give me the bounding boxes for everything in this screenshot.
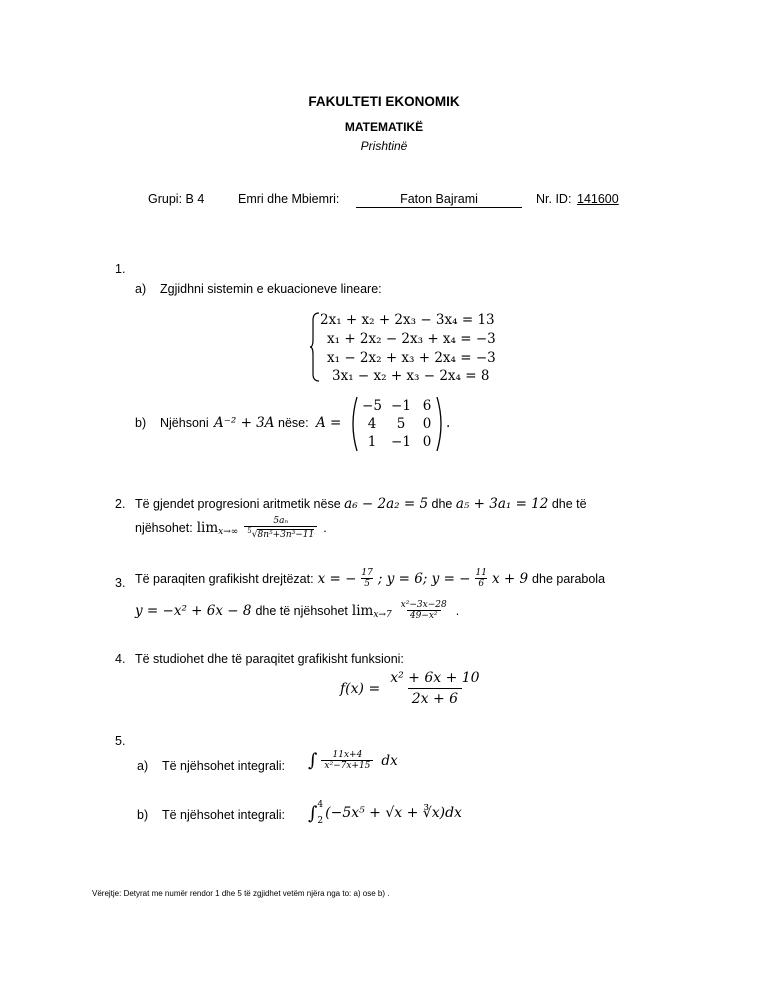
q3-lim-frac [398, 600, 450, 622]
q4-fraction [386, 670, 483, 707]
q5a-text: Të njëhsohet integrali: [162, 759, 285, 773]
system-brace [310, 312, 320, 382]
city-subtitle: Prishtinë [360, 139, 408, 153]
q4-denominator: 2x + 6 [408, 688, 462, 707]
q3-frac2-num: 11 [475, 568, 487, 578]
q3-lim-sub: x→7 [373, 609, 392, 620]
q1b-expression: A⁻² + 3A [214, 415, 275, 431]
id-label: Nr. ID: [536, 192, 572, 206]
q2-end: . [323, 521, 327, 536]
system-eq-4: 3x₁ − x₂ + x₃ − 2x₄ = 8 [332, 368, 490, 384]
q1b-label: b) [135, 416, 147, 430]
integral-sign: ∫ [308, 802, 318, 824]
q4-lhs: f(x) = [340, 680, 381, 697]
q1a-label: a) [135, 282, 147, 296]
q5a-integral [308, 750, 398, 772]
q4-text: Të studiohet dhe të paraqitet grafikisht funksioni: [135, 652, 404, 666]
system-eq-3: x₁ − 2x₂ + x₃ + 2x₄ = −3 [327, 350, 496, 366]
q2-eq2: a₅ + 3a₁ = 12 [455, 496, 549, 512]
q3-line2 [135, 600, 459, 622]
q2-lim: lim [196, 520, 219, 537]
matrix-cell: 4 [367, 416, 377, 432]
q3-frac1-num: 17 [361, 568, 373, 578]
q3-number: 3. [115, 576, 126, 590]
q3-frac1 [358, 568, 375, 590]
q5b-integral [308, 800, 462, 826]
q2-number: 2. [115, 497, 126, 511]
q5a-dx: dx [381, 752, 398, 769]
q3-lim-den: 49−x² [407, 610, 441, 621]
q2-fraction [244, 516, 317, 541]
matrix-cell: 6 [422, 398, 432, 414]
q3-line1 [135, 568, 605, 590]
q5b-text: Të njëhsohet integrali: [162, 808, 285, 822]
footer-note: Vërejtje: Detyrat me numër rendor 1 dhe 5 të zgjidhet vetëm njëra nga to: a) ose b) . [92, 889, 390, 898]
q5a-numerator: 11x+4 [332, 750, 363, 760]
q2-line2-text: njëhsohet: [135, 521, 193, 536]
faculty-title: FAKULTETI EKONOMIK [308, 94, 460, 109]
matrix-cell: −1 [391, 434, 411, 450]
q5b-label: b) [137, 808, 149, 822]
system-eq-1: 2x₁ + x₂ + 2x₃ − 3x₄ = 13 [320, 312, 495, 328]
q2-text: Të gjendet progresioni aritmetik nëse [135, 497, 341, 511]
q3-frac2 [472, 568, 489, 590]
matrix-cell: −5 [362, 398, 382, 414]
q1b-text-mid: nëse: [278, 416, 309, 430]
q3-frac1-den: 5 [361, 578, 373, 589]
q5b-upper-limit: 4 [317, 800, 324, 810]
matrix-left-paren [348, 396, 358, 455]
q3-parabola: y = −x² + 6x − 8 [135, 602, 252, 619]
subject-title: MATEMATIKË [344, 120, 424, 134]
matrix-cell: 5 [396, 416, 406, 432]
q5b-expression: (−5x⁵ + √x + ∛x)dx [325, 805, 462, 821]
q3-end: . [455, 603, 460, 618]
matrix-body [358, 397, 438, 451]
q4-function [340, 670, 486, 707]
q5a-denominator: x²−7x+15 [321, 760, 373, 771]
integral-sign: ∫ [308, 750, 318, 772]
q2-line1 [135, 496, 587, 512]
q3-lim: lim [351, 602, 374, 619]
q5a-fraction [321, 750, 373, 772]
q2-and: dhe [431, 497, 453, 511]
matrix-lhs: A = [316, 415, 342, 431]
q2-denominator: $^5$√8n⁵+3n³−11 [244, 526, 317, 540]
q3-lim-num: x²−3x−28 [400, 600, 447, 610]
q3-frac2-den: 6 [475, 578, 487, 589]
q2-radicand: 8n⁵+3n³−11 [257, 530, 315, 541]
q5a-label: a) [137, 759, 149, 773]
q1b-text-pre: Njëhsoni [160, 416, 209, 430]
id-value: 141600 [577, 192, 619, 206]
q3-text: Të paraqiten grafikisht drejtëzat: [135, 571, 314, 586]
matrix-cell: 1 [367, 434, 377, 450]
q3-x-eq: x = − [317, 570, 357, 587]
q3-line2-mid: dhe të njëhsohet [255, 603, 348, 618]
q1a-text: Zgjidhni sistemin e ekuacioneve lineare: [160, 282, 382, 296]
q5b-lower-limit: 2 [317, 816, 324, 826]
matrix-period: . [446, 415, 451, 431]
q4-number: 4. [115, 652, 126, 666]
q3-line1-end: dhe parabola [532, 571, 606, 586]
student-name: Faton Bajrami [400, 192, 478, 206]
q5-number: 5. [115, 734, 126, 748]
q2-line1-end: dhe të [551, 497, 587, 511]
name-label: Emri dhe Mbiemri: [238, 192, 340, 206]
q3-tail: x + 9 [491, 570, 529, 587]
q3-y-eq: ; y = 6; y = − [377, 570, 471, 587]
q1-number: 1. [115, 262, 126, 276]
q2-eq1: a₆ − 2a₂ = 5 [344, 496, 429, 512]
matrix-cell: 0 [422, 416, 432, 432]
q4-numerator: x² + 6x + 10 [390, 670, 480, 686]
group-label: Grupi: B 4 [148, 192, 205, 206]
q2-line2 [135, 516, 327, 541]
name-value [356, 192, 522, 208]
q2-numerator: 5aₙ [273, 516, 289, 526]
q2-root-index: 5 [247, 527, 252, 536]
q2-lim-sub: x→∞ [218, 527, 239, 538]
matrix-cell: −1 [391, 398, 411, 414]
system-eq-2: x₁ + 2x₂ − 2x₃ + x₄ = −3 [327, 331, 496, 347]
matrix-cell: 0 [422, 434, 432, 450]
